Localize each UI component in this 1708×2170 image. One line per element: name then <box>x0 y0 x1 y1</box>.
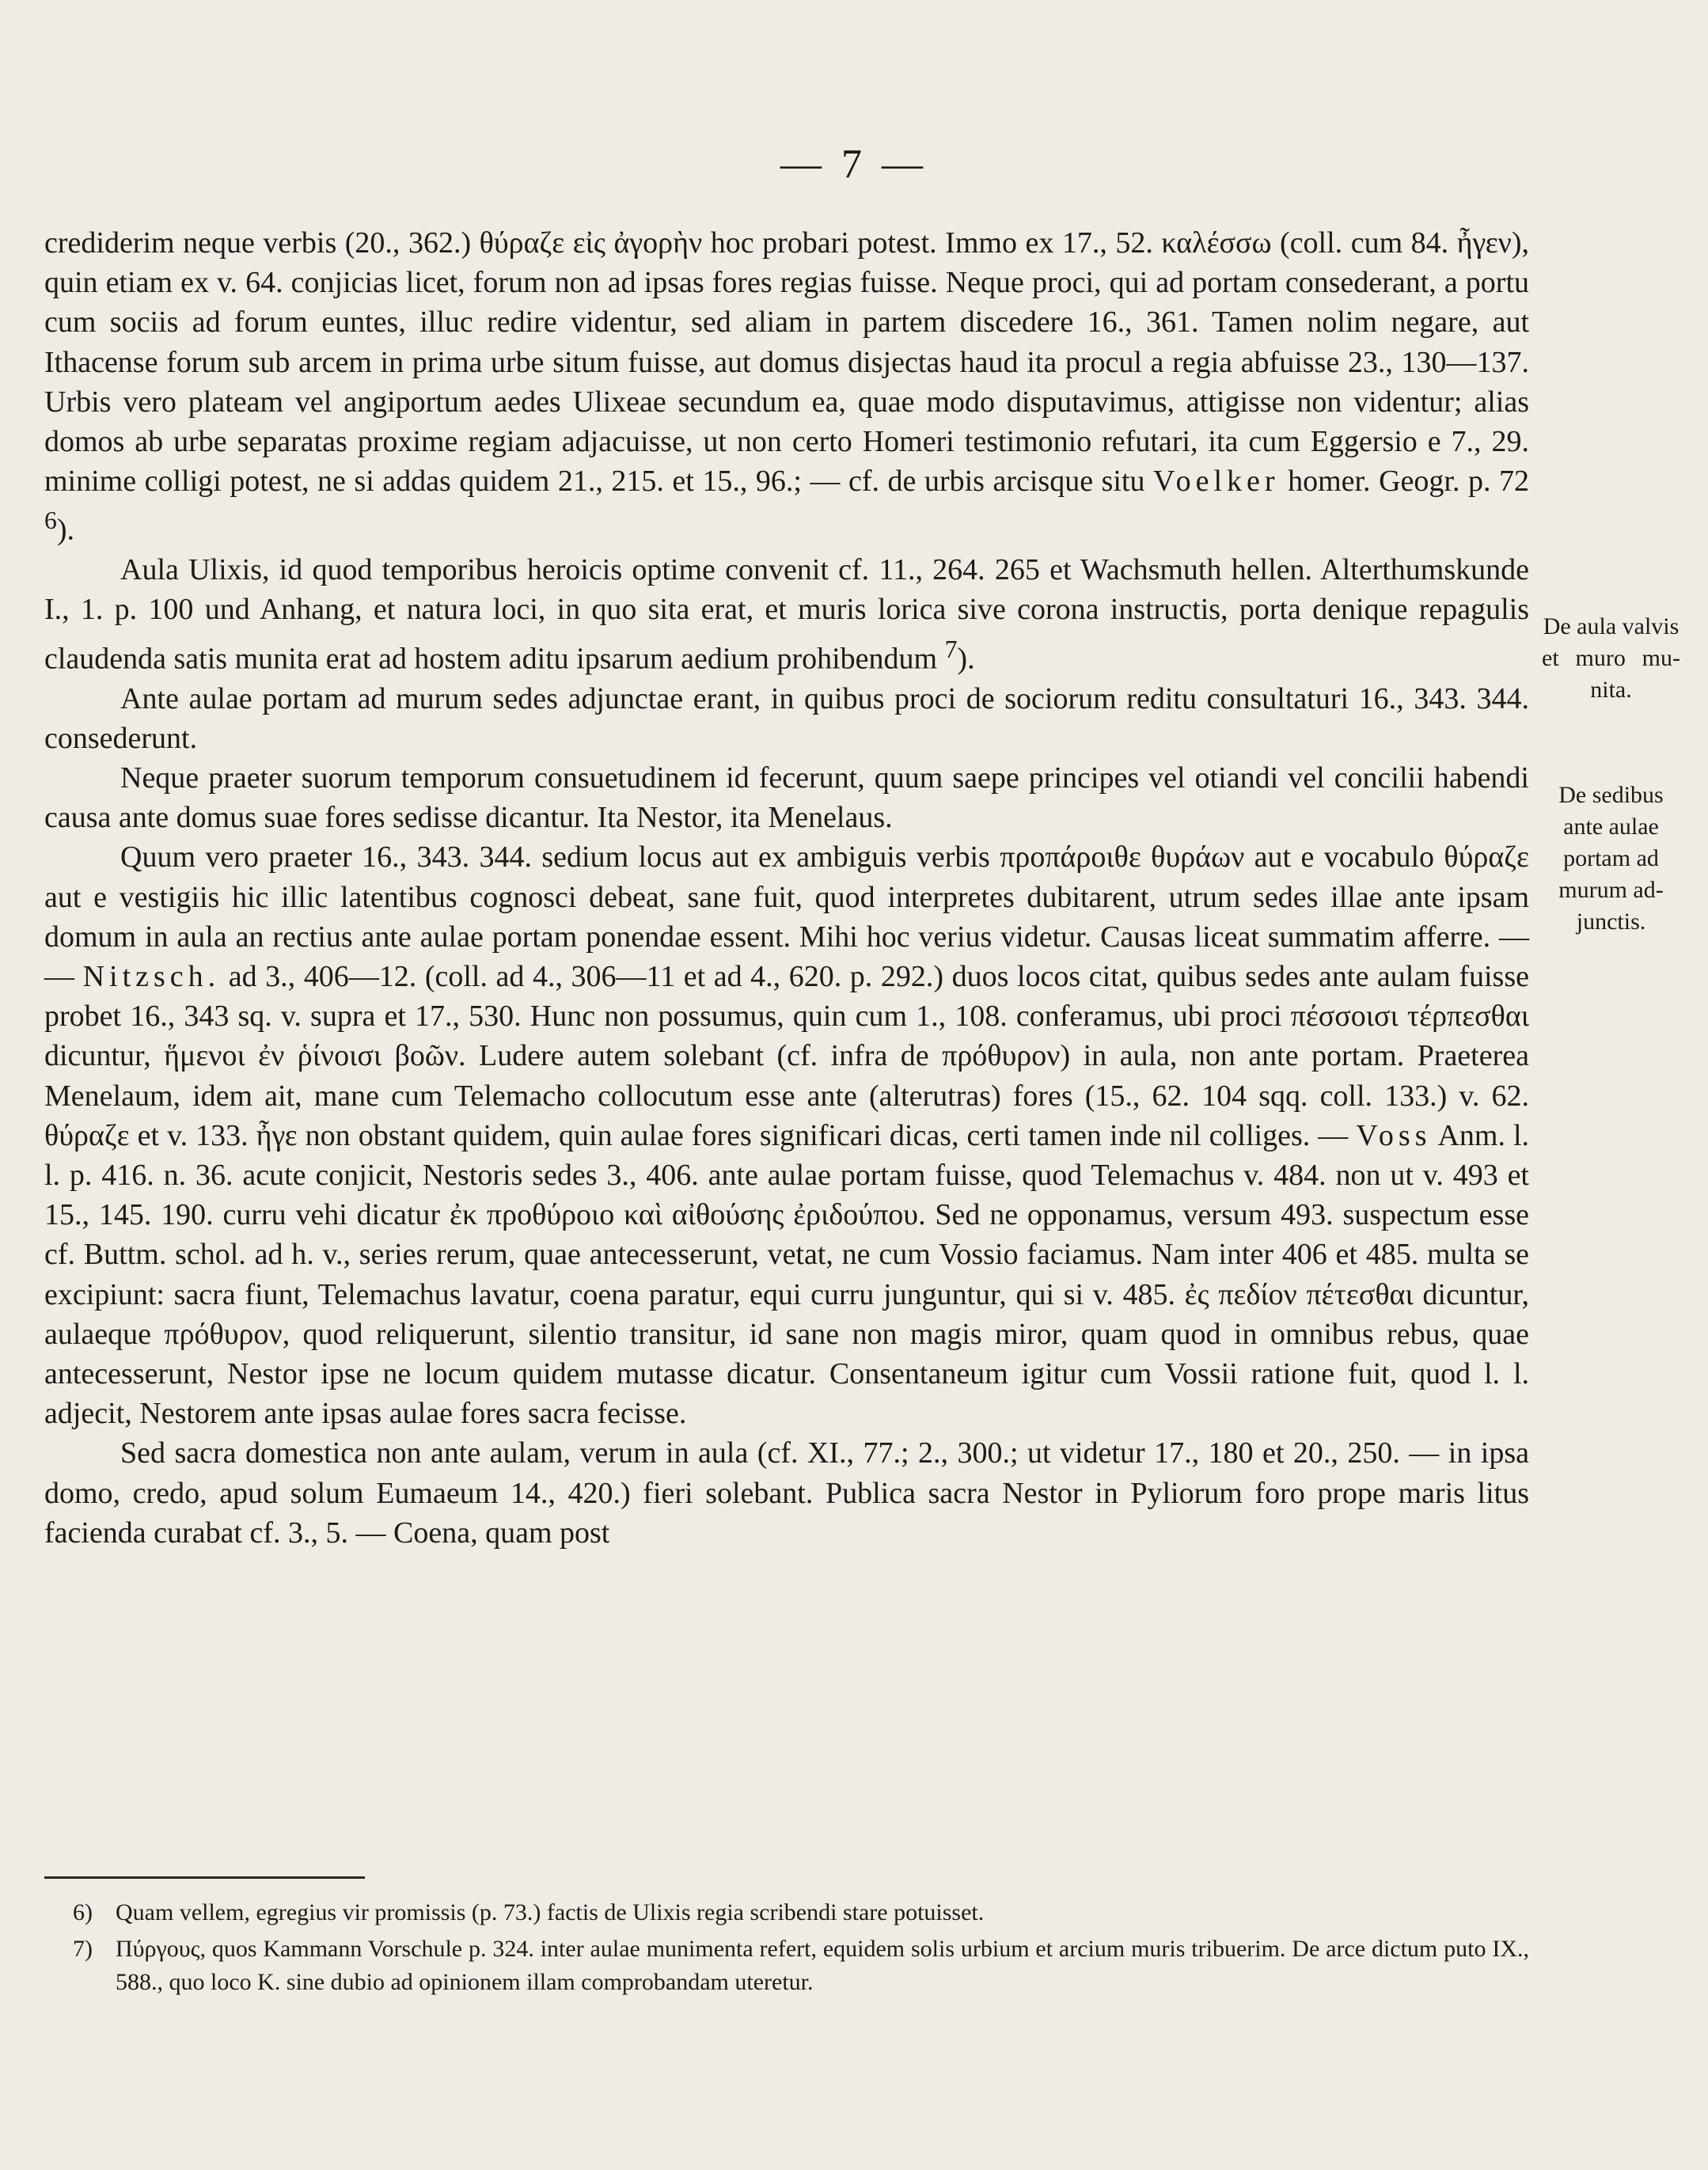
author-name: Nitzsch. <box>82 959 221 993</box>
footnotes <box>44 1896 1529 2002</box>
paragraph: crediderim neque verbis (20., 362.) θύραζε εἰς ἀγορὴν hoc probari potest. Immo ex 17., 52. καλέσσω (coll. cum 84. ἦγεν), quin etiam ex v. 64. conjicias licet, forum non ad ipsas fores regias fuisse. Neque proci, qui ad portam consederant, a portu cum sociis ad forum euntes, illuc redire videntur, sed aliam in partem discedere 16., 361. Tamen nolim negare, aut Ithacense forum sub arcem in prima urbe situm fuisse, aut domus disjectas haud ita procul a regia abfuisse 23., 130—137. Urbis vero plateam vel angiportum aedes Ulixeae secundum ea, quae modo disputavimus, attigisse non videntur; alias domos ab urbe separatas proxime regiam adjacuisse, ut non certo Homeri testimonio refutari, ita cum Eggersio e 7., 29. minime colligi potest, ne si addas quidem 21., 215. et 15., 96.; — cf. de urbis arcisque situ Voelker homer. Geogr. p. 72 $^6$). <box>44 226 1530 548</box>
marginal-note: De aula valvis et muro mu- nita. <box>1542 613 1680 703</box>
marginal-note: De sedibus ante aulae portam ad murum ad- junctis. <box>1558 782 1664 935</box>
footnote <box>44 1933 1529 1999</box>
footnote-ref: 6 <box>44 506 57 535</box>
paragraph: Sed sacra domestica non ante aulam, verum in aula (cf. XI., 77.; 2., 300.; ut videtur 17., 180 et 20., 250. — in ipsa domo, credo, apud solum Eumaeum 14., 420.) fieri solebant. Publica sacra Nestor in Pyliorum foro prope maris litus facienda curabat cf. 3., 5. — Coena, quam post <box>44 1436 1529 1550</box>
paragraph: Quum vero praeter 16., 343. 344. sedium locus aut ex ambiguis verbis προπάροιθε θυράων aut e vocabulo θύραζε aut e vestigiis hic illic latentibus cognosci debeat, sane fuit, quod interpretes dubitarent, utrum sedes illae ante ipsam domum in aula an rectius ante aulae portam ponendae essent. Mihi hoc verius videtur. Causas liceat summatim afferre. — — Nitzsch. ad 3., 406—12. (coll. ad 4., 306—11 et ad 4., 620. p. 292.) duos locos citat, quibus sedes ante aulam fuisse probet 16., 343 sq. v. supra et 17., 530. Hunc non possumus, quin cum 1., 108. conferamus, ubi proci πέσσοισι τέρπεσθαι dicuntur, ἥμενοι ἐν ῥίνοισι βοῶν. Ludere autem solebant (cf. infra de πρόθυρον) in aula, non ante portam. Praeterea Menelaum, idem ait, mane cum Telemacho collocutum esse ante (alterutras) fores (15., 62. 104 sqq. coll. 133.) v. 62. θύραζε et v. 133. ἦγε non obstant quidem, quin aulae fores significari dicas, certi tamen inde nil colliges. — Voss Anm. l. l. p. 416. n. 36. acute conjicit, Nestoris sedes 3., 406. ante aulae portam fuisse, quod Telemachus v. 484. non ut v. 493 et 15., 145. 190. curru vehi dicatur ἐκ προθύροιο καὶ αἰθούσης ἐριδούπου. Sed ne opponamus, versum 493. suspectum esse cf. Buttm. schol. ad h. v., series rerum, quae antecesserunt, vetat, ne cum Vossio faciamus. Nam inter 406 et 485. multa se excipiunt: sacra fiunt, Telemachus lavatur, coena paratur, equi curru junguntur, qui si v. 485. ἐς πεδίον πέτεσθαι dicuntur, aulaeque πρόθυρον, quod reliquerunt, silentio transitur, id sane non magis miror, quam quod in omnibus rebus, quae antecesserunt, Nestor ipse ne locum quidem mutasse dicatur. Consentaneum igitur cum Vossii ratione fuit, quod l. l. adjecit, Nestorem ante ipsas aulae fores sacra fecisse. <box>44 840 1530 1431</box>
footnote-text: Πύργους, quos Kammann Vorschule p. 324. inter aulae munimenta refert, equidem solis urbium et arcium muris tribuerim. De arce dictum puto IX., 588., quo loco K. sine dubio ad opinionem illam comprobandam uteretur. <box>116 1936 1529 1995</box>
footnote <box>44 1896 1529 1929</box>
paragraph: Ante aulae portam ad murum sedes adjunctae erant, in quibus proci de sociorum reditu consultaturi 16., 343. 344. consederunt. <box>44 681 1529 755</box>
paragraph: Aula Ulixis, id quod temporibus heroicis optime convenit cf. 11., 264. 265 et Wachsmuth hellen. Alterthumskunde I., 1. p. 100 und Anhang, et natura loci, in quo sita erat, et muris lorica sive corona instructis, porta denique repagulis claudenda satis munita erat ad hostem aditu ipsarum aedium prohibendum $^7$). <box>44 553 1529 676</box>
author-name: Voelker <box>1153 465 1280 499</box>
footnote-text: Quam vellem, egregius vir promissis (p. 73.) factis de Ulixis regia scribendi stare potuisset. <box>116 1899 985 1925</box>
paragraph: Neque praeter suorum temporum consuetudinem id fecerunt, quum saepe principes vel otiandi vel concilii habendi causa ante domus suae fores sedisse dicantur. Ita Nestor, ita Menelaus. <box>44 761 1529 835</box>
author-name: Voss <box>1356 1118 1432 1152</box>
main-text <box>44 223 1529 1553</box>
footnote-number: 6) <box>73 1899 93 1925</box>
footnote-number: 7) <box>73 1936 93 1962</box>
page-number: — 7 — <box>780 142 928 187</box>
footnote-ref: 7 <box>944 635 958 663</box>
footnote-rule <box>44 1876 365 1879</box>
